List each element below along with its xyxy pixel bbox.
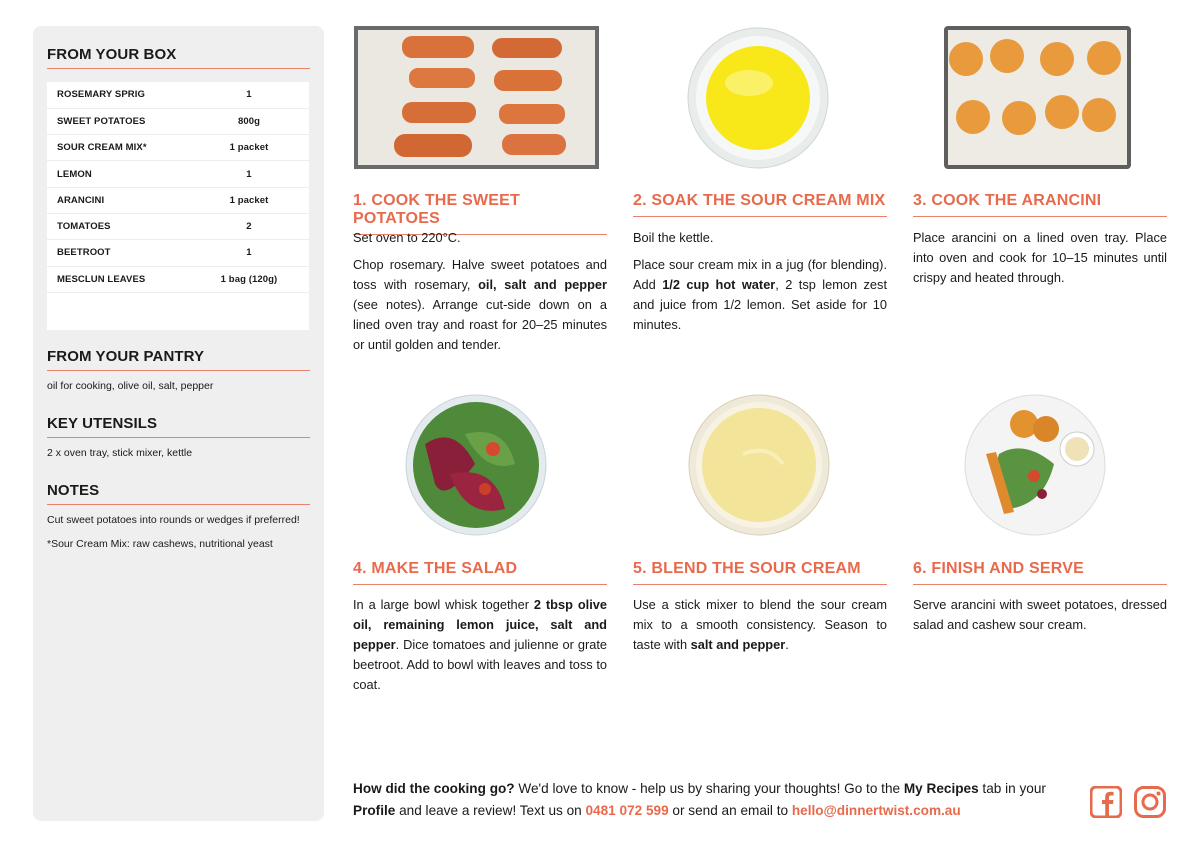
notes-section	[47, 482, 310, 553]
arancini-tray-image	[944, 26, 1131, 169]
pantry-text: oil for cooking, olive oil, salt, pepper	[47, 380, 214, 393]
pantry-section	[47, 348, 310, 395]
salad-bowl-image	[405, 394, 547, 536]
ingredient-name: TOMATOES	[47, 213, 207, 239]
ingredient-name: SOUR CREAM MIX*	[47, 135, 207, 161]
profile-label: Profile	[353, 803, 396, 818]
table-row	[47, 82, 309, 108]
ingredient-name: SWEET POTATOES	[47, 108, 207, 134]
step-2-text: Place sour cream mix in a jug (for blending). Add 1/2 cup hot water, 2 tsp lemon zest and juice from 1/2 lemon. Set aside for 10 minutes.	[633, 257, 888, 332]
instagram-icon[interactable]	[1134, 786, 1166, 818]
utensils-text: 2 x oven tray, stick mixer, kettle	[47, 447, 193, 460]
step-1-title: 1. COOK THE SWEET POTATOES	[353, 192, 607, 235]
step-2-title: 2. SOAK THE SOUR CREAM MIX	[633, 192, 887, 217]
step-5-text: Use a stick mixer to blend the sour cream mix to a smooth consistency. Season to taste with salt and pepper.	[633, 597, 887, 652]
step-4-title: 4. MAKE THE SALAD	[353, 560, 607, 585]
ingredient-name: ROSEMARY SPRIG	[47, 82, 207, 108]
email-link[interactable]: hello@dinnertwist.com.au	[791, 803, 961, 818]
step-6-body	[913, 595, 1167, 642]
from-your-box-heading: FROM YOUR BOX	[47, 46, 310, 69]
sour-cream-bowl-image	[688, 394, 830, 536]
ingredient-qty: 1	[207, 240, 309, 266]
step-3-text: Place arancini on a lined oven tray. Place into oven and cook for 10–15 minutes until crispy and heated through.	[913, 230, 1167, 285]
feedback-footer: How did the cooking go? We'd love to know - help us by sharing your thoughts! Go to the My Recipes tab in your Profile and leave a review! Text us on 0481 072 599 or send an email to hello@dinnertwist.com.au	[353, 781, 1046, 818]
step-2-text: Boil the kettle.	[633, 230, 714, 245]
plated-dish-image	[964, 394, 1106, 536]
notes-text-2: *Sour Cream Mix: raw cashews, nutritional yeast	[47, 538, 273, 551]
step-5-title: 5. BLEND THE SOUR CREAM	[633, 560, 887, 585]
table-row	[47, 240, 309, 266]
table-padding-row	[47, 292, 309, 330]
ingredient-name: MESCLUN LEAVES	[47, 266, 207, 292]
notes-heading: NOTES	[47, 482, 310, 505]
ingredient-qty: 800g	[207, 108, 309, 134]
ingredient-qty: 1 bag (120g)	[207, 266, 309, 292]
utensils-heading: KEY UTENSILS	[47, 415, 310, 438]
roasted-sweet-potatoes-image	[354, 26, 599, 169]
table-row	[47, 135, 309, 161]
ingredient-qty: 1	[207, 161, 309, 187]
step-5-body	[633, 595, 887, 662]
table-row	[47, 161, 309, 187]
step-4-text: In a large bowl whisk together 2 tbsp olive oil, remaining lemon juice, salt and pepper. Dice tomatoes and julienne or grate beetroot. Add to bowl with leaves and toss to coat.	[353, 597, 607, 692]
facebook-icon[interactable]	[1090, 786, 1122, 818]
footer-question: How did the cooking go?	[353, 781, 515, 796]
ingredient-qty: 1 packet	[207, 135, 309, 161]
step-3-body	[913, 228, 1167, 295]
step-1-body	[353, 228, 607, 362]
table-row	[47, 187, 309, 213]
table-row	[47, 108, 309, 134]
ingredient-name: LEMON	[47, 161, 207, 187]
phone-link[interactable]: 0481 072 599	[585, 803, 669, 818]
ingredient-name: ARANCINI	[47, 187, 207, 213]
step-6-text: Serve arancini with sweet potatoes, dressed salad and cashew sour cream.	[913, 597, 1167, 632]
step-4-body	[353, 595, 607, 702]
step-3-title: 3. COOK THE ARANCINI	[913, 192, 1167, 217]
notes-text-1: Cut sweet potatoes into rounds or wedges if preferred!	[47, 514, 300, 527]
table-row	[47, 213, 309, 239]
table-row	[47, 266, 309, 292]
ingredients-sidebar	[33, 26, 324, 821]
utensils-section	[47, 415, 310, 462]
step-6-title: 6. FINISH AND SERVE	[913, 560, 1167, 585]
ingredient-qty: 1	[207, 82, 309, 108]
pantry-heading: FROM YOUR PANTRY	[47, 348, 310, 371]
step-1-text: Set oven to 220°C.	[353, 230, 461, 245]
soaking-bowl-image	[687, 27, 829, 169]
my-recipes-label: My Recipes	[903, 781, 979, 796]
ingredients-table	[47, 82, 309, 330]
ingredient-name: BEETROOT	[47, 240, 207, 266]
step-1-text: Chop rosemary. Halve sweet potatoes and toss with rosemary, oil, salt and pepper (see notes). Arrange cut-side down on a lined oven tray and roast for 20–25 minutes or until golden and tender.	[353, 257, 607, 352]
step-2-body	[633, 228, 887, 342]
ingredient-qty: 1 packet	[207, 187, 309, 213]
ingredient-qty: 2	[207, 213, 309, 239]
